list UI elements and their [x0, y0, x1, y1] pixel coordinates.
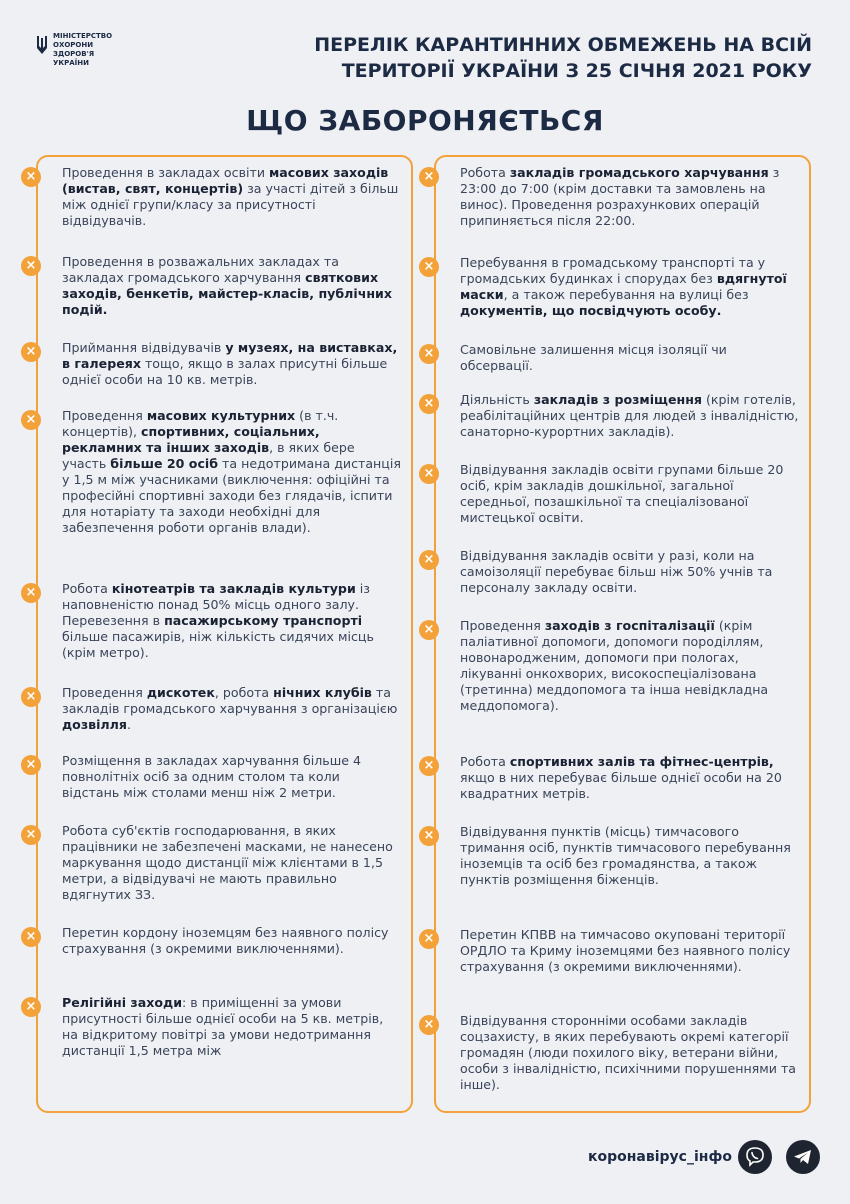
x-circle-icon: ×	[21, 997, 41, 1017]
list-item: × Проведення в розважальних закладах та закладах громадського харчування святкових заходів, бенкетів, майстер-класів, публічних подій.	[62, 254, 401, 318]
x-circle-icon: ×	[21, 410, 41, 430]
list-item: × Проведення дискотек, робота нічних клубів та закладів громадського харчування з організацією дозвілля.	[62, 685, 401, 733]
right-column	[423, 155, 811, 1113]
list-item: × Відвідування закладів освіти у разі, коли на самоізоляції перебуває більш ніж 50% учнів та персоналу закладу освіти.	[460, 548, 799, 596]
x-circle-icon: ×	[419, 756, 439, 776]
list-item: × Робота кінотеатрів та закладів культури із наповненістю понад 50% місць одного залу. Перевезення в пасажирському транспорті більше пасажирів, ніж кількість сидячих місць (крім метро).	[62, 581, 401, 661]
x-circle-icon: ×	[419, 826, 439, 846]
list-item: × Розміщення в закладах харчування більше 4 повнолітніх осіб за одним столом та коли відстань між столами менш ніж 2 метри.	[62, 753, 401, 801]
page-subtitle: ЩО ЗАБОРОНЯЄТЬСЯ	[246, 104, 604, 137]
list-item: × Перебування в громадському транспорті та у громадських будинках і спорудах без вдягнутої маски, а також перебування на вулиці без документів, що посвідчують особу.	[460, 255, 799, 319]
list-item: × Робота суб'єктів господарювання, в яких працівники не забезпечені масками, не нанесено маркування щодо дистанції між клієнтами в 1,5 метри, а відвідувачі не мають правильно вдягнутих ЗЗ.	[62, 823, 401, 903]
x-circle-icon: ×	[419, 257, 439, 277]
list-item: × Перетин КПВВ на тимчасово окуповані території ОРДЛО та Криму іноземцями без наявного полісу страхування (з окремими виключеннями).	[460, 927, 799, 975]
x-circle-icon: ×	[419, 550, 439, 570]
list-item: × Робота закладів громадського харчування з 23:00 до 7:00 (крім доставки та замовлень на винос). Проведення розрахункових операцій припиняється після 22:00.	[460, 165, 799, 229]
list-item: × Проведення масових культурних (в т.ч. концертів), спортивних, соціальних, рекламних та інших заходів, в яких бере участь більше 20 осіб та недотримана дистанція у 1,5 м між учасниками (виключення: офіційні та професійні спортивні заходи без глядачів, іспити для нотаріату та заходи необхідні для забезпечення роботи органів влади).	[62, 408, 401, 536]
x-circle-icon: ×	[419, 1015, 439, 1035]
list-item: × Відвідування пунктів (місць) тимчасового тримання осіб, пунктів тимчасового перебування іноземців та осіб без громадянства, а також пунктів розміщення біженців.	[460, 824, 799, 888]
footer-site-link[interactable]: коронавірус_інфо	[588, 1149, 732, 1165]
x-circle-icon: ×	[419, 464, 439, 484]
x-circle-icon: ×	[21, 167, 41, 187]
list-item: × Відвідування сторонніми особами закладів соцзахисту, в яких перебувають окремі категорії громадян (люди похилого віку, ветерани війни, особи з інвалідністю, психічними порушеннями та інше).	[460, 1013, 799, 1093]
list-item: × Релігійні заходи: в приміщенні за умови присутності більше однієї особи на 5 кв. метрів, на відкритому повітрі за умови недотримання дистанції 1,5 метра між	[62, 995, 401, 1059]
logo-text: МІНІСТЕРСТВО ОХОРОНИ ЗДОРОВ'Я УКРАЇНИ	[53, 32, 113, 67]
left-column	[25, 155, 413, 1113]
x-circle-icon: ×	[21, 825, 41, 845]
list-item: × Діяльність закладів з розміщення (крім готелів, реабілітаційних центрів для людей з інвалідністю, санаторно-курортних закладів).	[460, 392, 799, 440]
list-item: × Робота спортивних залів та фітнес-центрів, якщо в них перебуває більше однієї особи на 20 квадратних метрів.	[460, 754, 799, 802]
x-circle-icon: ×	[21, 256, 41, 276]
viber-icon[interactable]	[738, 1140, 772, 1174]
x-circle-icon: ×	[21, 583, 41, 603]
x-circle-icon: ×	[419, 929, 439, 949]
x-circle-icon: ×	[21, 755, 41, 775]
ministry-logo	[36, 32, 123, 68]
page-title: ПЕРЕЛІК КАРАНТИННИХ ОБМЕЖЕНЬ НА ВСІЙ ТЕРИТОРІЇ УКРАЇНИ З 25 СІЧНЯ 2021 РОКУ	[314, 34, 812, 82]
x-circle-icon: ×	[419, 344, 439, 364]
x-circle-icon: ×	[419, 167, 439, 187]
x-circle-icon: ×	[21, 342, 41, 362]
trident-icon	[36, 34, 48, 56]
list-item: × Приймання відвідувачів у музеях, на виставках, в галереях тощо, якщо в залах присутні більше однієї особи на 10 кв. метрів.	[62, 340, 401, 388]
list-item: × Проведення в закладах освіти масових заходів (вистав, свят, концертів) за участі дітей з більш між однієї групи/класу за присутності відвідувачів.	[62, 165, 401, 229]
x-circle-icon: ×	[21, 927, 41, 947]
list-item: × Відвідування закладів освіти групами більше 20 осіб, крім закладів дошкільної, загальної середньої, позашкільної та спеціалізованої мистецької освіти.	[460, 462, 799, 526]
list-item: × Самовільне залишення місця ізоляції чи обсервації.	[460, 342, 799, 374]
telegram-icon[interactable]	[786, 1140, 820, 1174]
list-item: × Проведення заходів з госпіталізації (крім паліативної допомоги, допомоги породіллям, новонародженим, допомоги при пологах, лікуванні онкохворих, високоспеціалізована (третинна) меддопомога та інша невідкладна меддопомога).	[460, 618, 799, 714]
x-circle-icon: ×	[419, 620, 439, 640]
x-circle-icon: ×	[21, 687, 41, 707]
list-item: × Перетин кордону іноземцям без наявного полісу страхування (з окремими виключеннями).	[62, 925, 401, 957]
x-circle-icon: ×	[419, 394, 439, 414]
